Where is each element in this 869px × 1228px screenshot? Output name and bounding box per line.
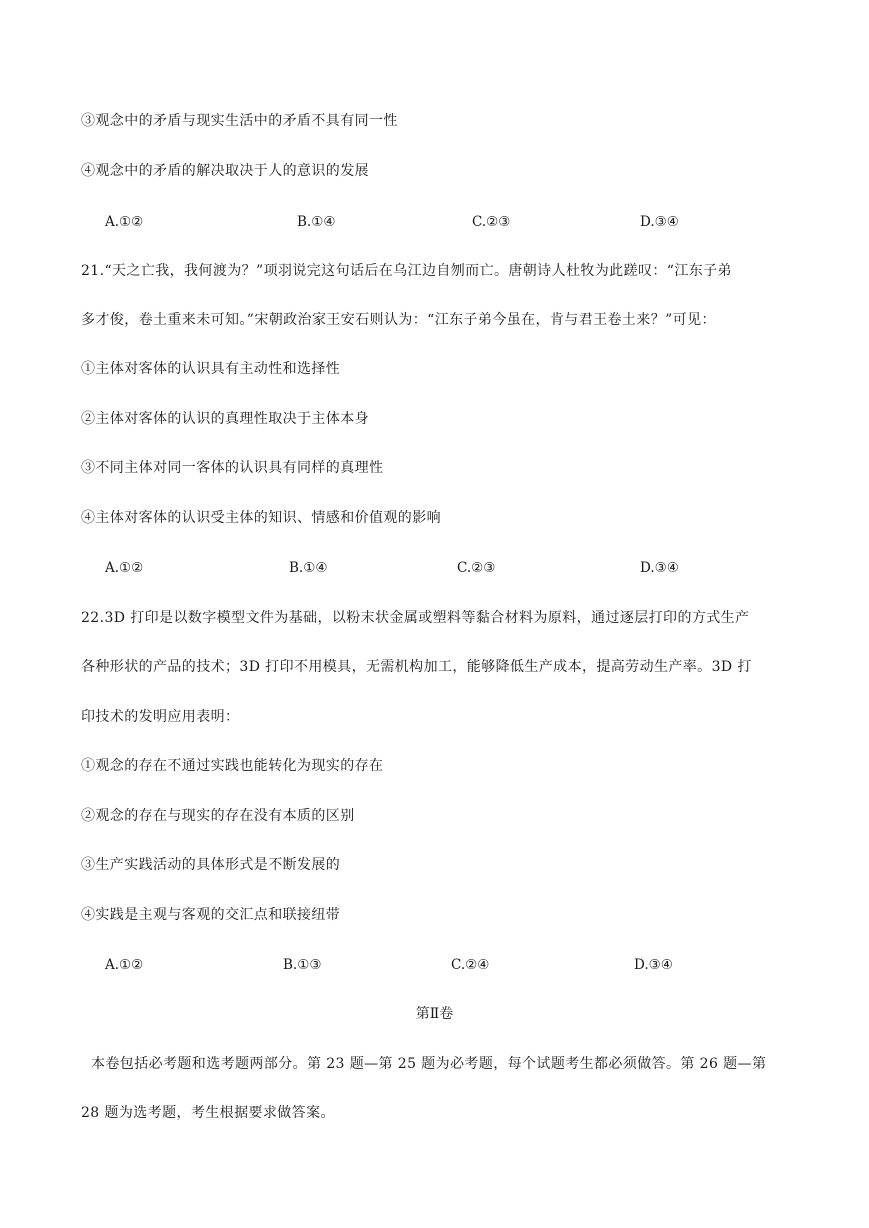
- q22-statement-4: ④实践是主观与客观的交汇点和联接纽带: [81, 907, 341, 923]
- q20-option-d: D.③④: [640, 214, 679, 230]
- q21-option-d: D.③④: [640, 560, 679, 576]
- q20-statement-3: ③观念中的矛盾与现实生活中的矛盾不具有同一性: [81, 113, 398, 129]
- q22-option-c: C.②④: [451, 957, 490, 973]
- q20-statement-4: ④观念中的矛盾的解决取决于人的意识的发展: [81, 163, 369, 179]
- q22-statement-3: ③生产实践活动的具体形式是不断发展的: [81, 857, 341, 873]
- part-2-intro-line-1: 本卷包括必考题和选考题两部分。第 23 题—第 25 题为必考题，每个试题考生都必须做答。第 26 题—第: [91, 1056, 767, 1072]
- q21-statement-1: ①主体对客体的认识具有主动性和选择性: [81, 361, 341, 377]
- q21-option-a: A.①②: [105, 560, 144, 576]
- q20-option-c: C.②③: [472, 214, 511, 230]
- q21-statement-4: ④主体对客体的认识受主体的知识、情感和价值观的影响: [81, 510, 441, 526]
- q22-option-d: D.③④: [634, 957, 673, 973]
- q21-statement-3: ③不同主体对同一客体的认识具有同样的真理性: [81, 460, 384, 476]
- q22-stem-line-3: 印技术的发明应用表明：: [81, 709, 240, 725]
- q21-stem-line-2: 多才俊，卷土重来未可知。”宋朝政治家王安石则认为：“江东子弟今虽在，肯与君王卷土来？”可见：: [81, 312, 716, 328]
- part-2-intro-line-2: 28 题为选考题，考生根据要求做答案。: [81, 1105, 335, 1121]
- q20-option-b: B.①④: [297, 214, 336, 230]
- q22-stem-line-1: 22.3D 打印是以数字模型文件为基础，以粉末状金属或塑料等黏合材料为原料，通过逐层打印的方式生产: [81, 610, 750, 626]
- q20-option-a: A.①②: [105, 214, 144, 230]
- q22-option-a: A.①②: [105, 957, 144, 973]
- q21-statement-2: ②主体对客体的认识的真理性取决于主体本身: [81, 411, 369, 427]
- q22-stem-line-2: 各种形状的产品的技术；3D 打印不用模具，无需机构加工，能够降低生产成本，提高劳动生产率。3D 打: [81, 659, 752, 675]
- q21-stem-line-1: 21.“天之亡我，我何渡为？”项羽说完这句话后在乌江边自刎而亡。唐朝诗人杜牧为此蹉叹：“江东子弟: [81, 263, 732, 279]
- q21-option-b: B.①④: [289, 560, 328, 576]
- q22-option-b: B.①③: [283, 957, 322, 973]
- part-2-title: 第Ⅱ卷: [415, 1006, 454, 1022]
- q21-option-c: C.②③: [457, 560, 496, 576]
- q22-statement-1: ①观念的存在不通过实践也能转化为现实的存在: [81, 758, 384, 774]
- q22-statement-2: ②观念的存在与现实的存在没有本质的区别: [81, 808, 355, 824]
